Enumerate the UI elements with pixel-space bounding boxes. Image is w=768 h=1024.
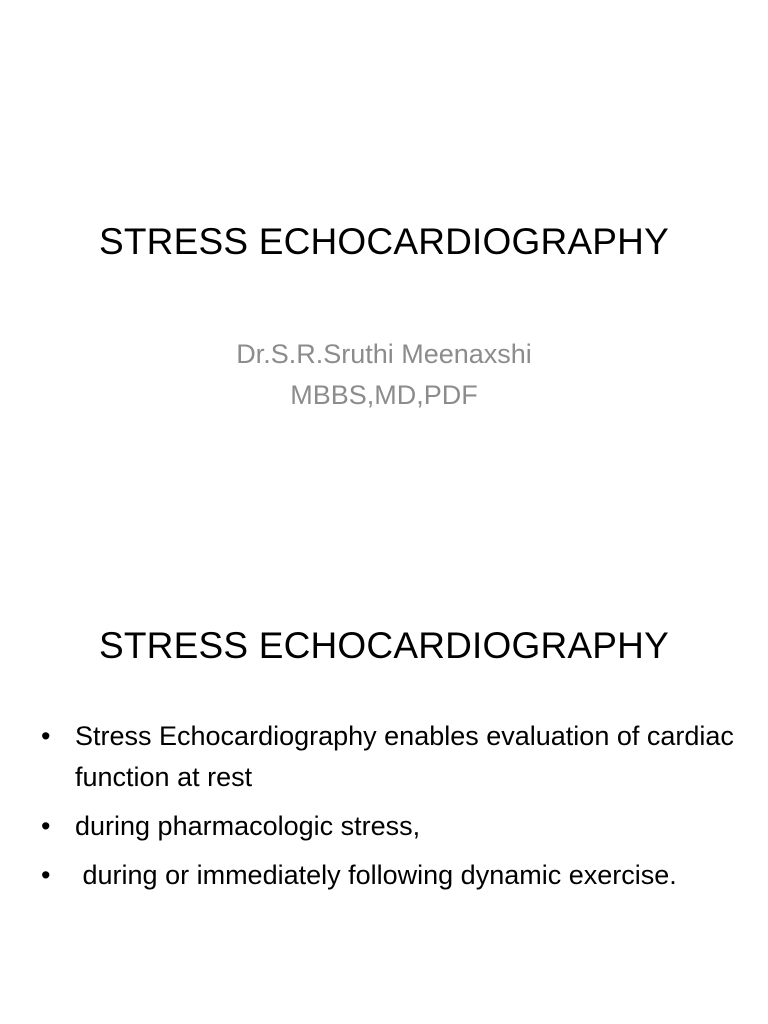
bullet-text: during pharmacologic stress, (75, 811, 421, 841)
content-slide (0, 512, 768, 1024)
bullet-icon: • (41, 811, 51, 841)
bullet-icon: • (41, 721, 51, 751)
author-credentials: MBBS,MD,PDF (290, 380, 478, 410)
author-name: Dr.S.R.Sruthi Meenaxshi (236, 339, 532, 369)
bullet-icon: • (41, 860, 51, 890)
bullet-list (38, 716, 738, 904)
slide-title: STRESS ECHOCARDIOGRAPHY (99, 625, 669, 666)
bullet-text: during or immediately following dynamic exercise. (75, 860, 677, 890)
bullet-text: Stress Echocardiography enables evaluation of cardiac function at rest (75, 721, 734, 792)
slide-subtitle (0, 334, 768, 416)
list-item (38, 716, 738, 798)
list-item (38, 855, 738, 896)
slide-title: STRESS ECHOCARDIOGRAPHY (99, 221, 669, 262)
list-item (38, 806, 738, 847)
